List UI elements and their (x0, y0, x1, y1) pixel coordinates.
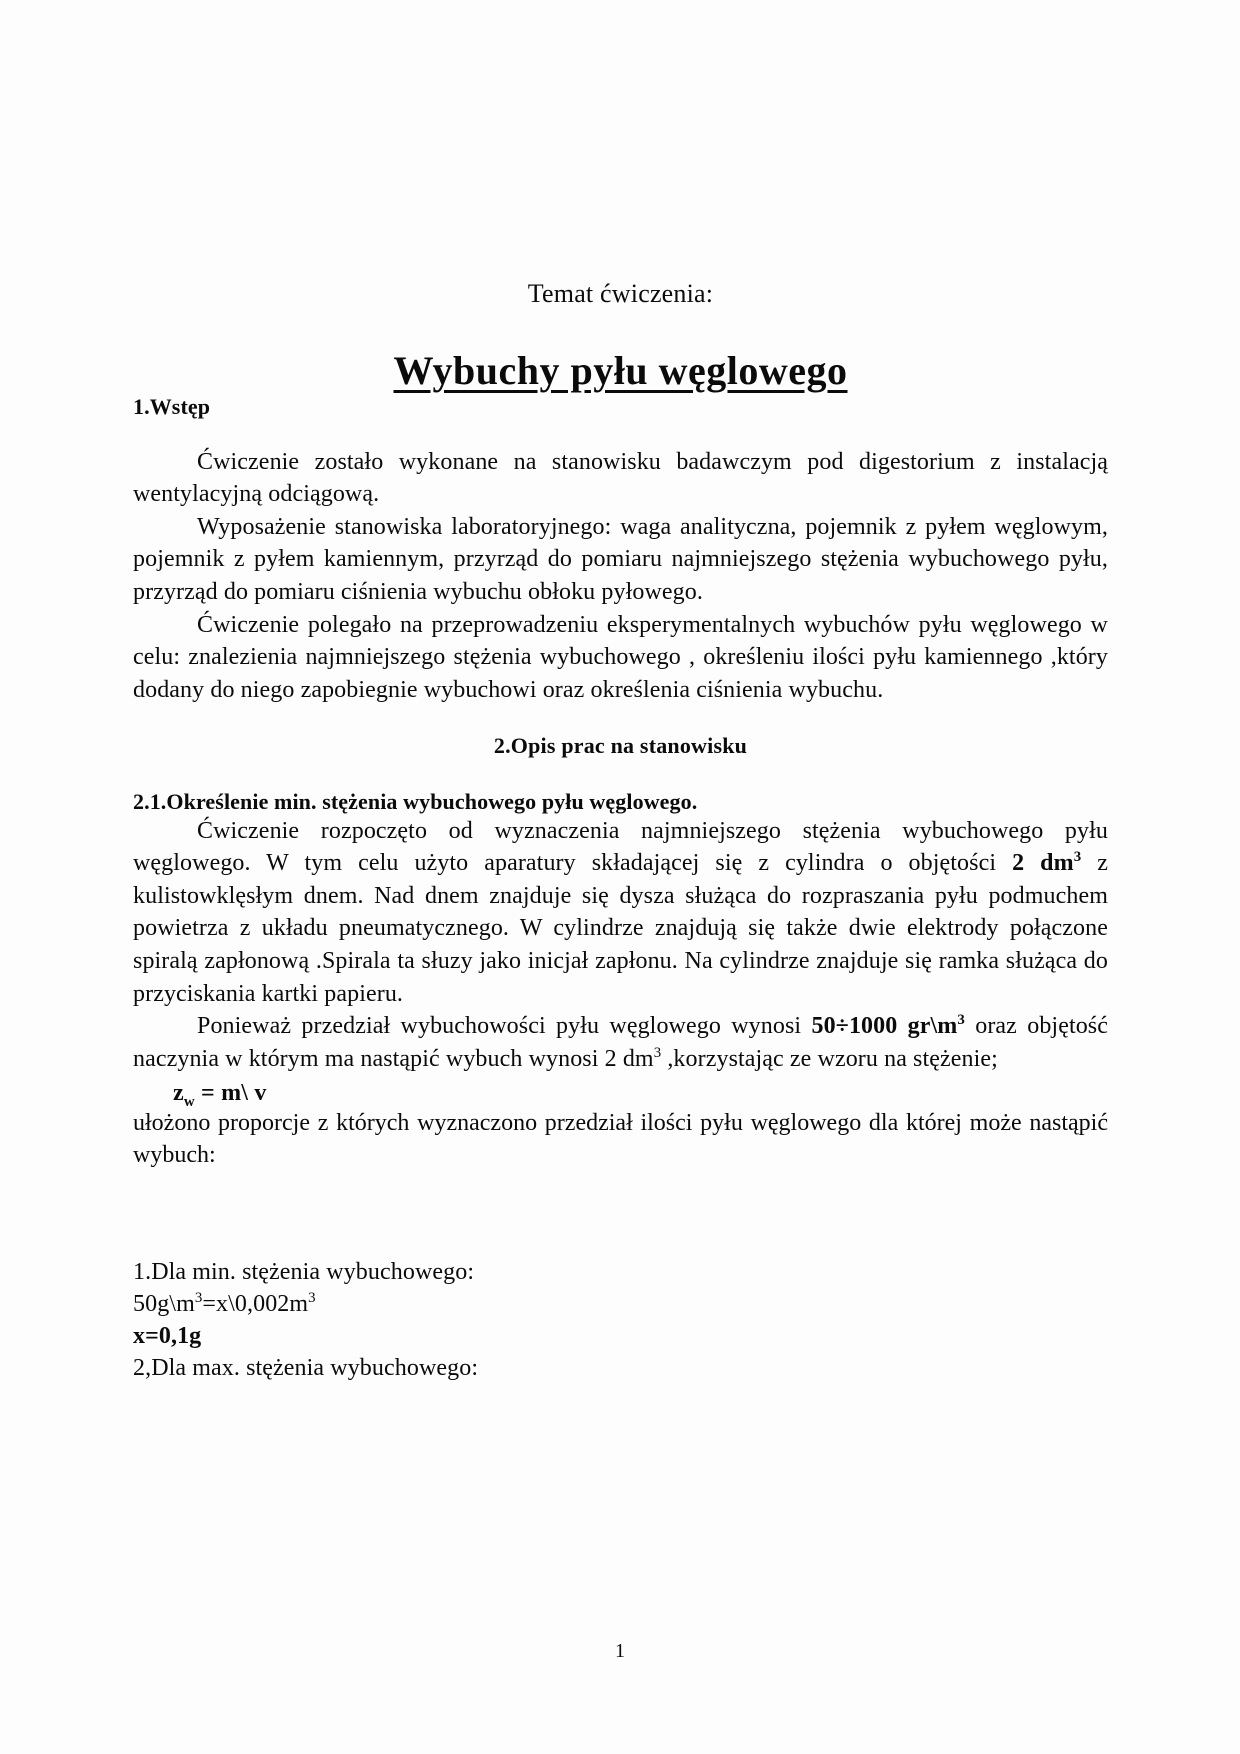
formula-symbol: z (173, 1079, 184, 1106)
volume-exponent: 3 (1073, 849, 1082, 866)
paragraph-intro-1: Ćwiczenie zostało wykonane na stanowisku badawczym pod digestorium z instalacją wentylacyjną odciągową. (133, 448, 1108, 508)
calc-min-left: 50g\m (133, 1290, 195, 1317)
page-number: 1 (615, 1640, 625, 1662)
paragraph-apparatus (133, 815, 1108, 1011)
heading-opis-prac: 2.Opis prac na stanowisku (493, 732, 748, 758)
paragraph-intro-2: Wyposażenie stanowiska laboratoryjnego: waga analityczna, pojemnik z pyłem węglowym, pojemnik z pyłem kamiennym, przyrząd do pomiaru najmniejszego stężenia wybuchowego pyłu, przyrząd do pomiaru ciśnienia wybuchu obłoku pyłowego. (133, 513, 1108, 605)
page-title: Wybuchy pyłu węglowego (393, 347, 848, 393)
calc-min-left-exponent: 3 (194, 1289, 203, 1306)
formula-expression: = m\ v (194, 1079, 267, 1106)
explosive-range-number: 50÷1000 gr\m (811, 1013, 958, 1040)
calc-min-equation (133, 1288, 1108, 1320)
paragraph-apparatus-part2: z kulistowklęsłym dnem. Nad dnem znajduje się dysza służąca do rozpraszania pyłu podmuchem powietrza z układu pneumatycznego. W cylindrze znajdują się także dwie elektrody połączone spiralą zapłonową .Spirala ta słuzy jako inicjał zapłonu. Na cylindrze znajduje się ramka służąca do przyciskania kartki papieru. (133, 850, 1108, 1007)
calc-min-right: =x\0,002m (202, 1290, 309, 1317)
title-block (133, 278, 1108, 394)
volume-number: 2 dm (1012, 850, 1074, 877)
paragraph-range (133, 1010, 1108, 1075)
paragraph-range-part2: oraz objętość naczynia w którym ma nastąpić wybuch wynosi 2 dm (133, 1013, 1109, 1072)
vessel-volume-exponent: 3 (653, 1044, 662, 1061)
explosive-range-exponent: 3 (957, 1012, 965, 1029)
paragraph-apparatus-part1: Ćwiczenie rozpoczęto od wyznaczenia najmniejszego stężenia wybuchowego pyłu węglowego. W tym celu użyto aparatury składającej się z cylindra o objętości (133, 817, 1108, 877)
calc-min-right-exponent: 3 (308, 1289, 316, 1306)
paragraph-proportions: ułożono proporcje z których wyznaczono przedział ilości pyłu węglowego dla której może nastąpić wybuch: (133, 1109, 1108, 1169)
paragraph-range-part1: Ponieważ przedział wybuchowości pyłu węglowego wynosi (197, 1013, 812, 1040)
heading-wstep: 1.Wstęp (133, 393, 211, 419)
volume-value (1012, 850, 1081, 876)
calc-max-label: 2,Dla max. stężenia wybuchowego: (133, 1355, 479, 1382)
paragraph-intro-3: Ćwiczenie polegało na przeprowadzeniu eksperymentalnych wybuchów pyłu węglowego w celu: znalezienia najmniejszego stężenia wybuchowego , określeniu ilości pyłu kamiennego ,który dodany do niego zapobiegnie wybuchowi oraz określenia ciśnienia wybuchu. (133, 611, 1108, 703)
subject-label: Temat ćwiczenia: (527, 279, 714, 308)
paragraph-range-part3: ,korzystając ze wzoru na stężenie; (661, 1045, 998, 1072)
page-content (133, 0, 1108, 1384)
formula-subscript: w (183, 1093, 195, 1110)
explosive-range-value (811, 1013, 964, 1039)
calc-min-result: x=0,1g (133, 1323, 202, 1350)
concentration-formula (133, 1079, 1108, 1110)
calculations-block (133, 1256, 1108, 1385)
calc-min-label: 1.Dla min. stężenia wybuchowego: (133, 1258, 475, 1285)
heading-okreslenie-min: 2.1.Określenie min. stężenia wybuchowego pyłu węglowego. (133, 788, 698, 814)
